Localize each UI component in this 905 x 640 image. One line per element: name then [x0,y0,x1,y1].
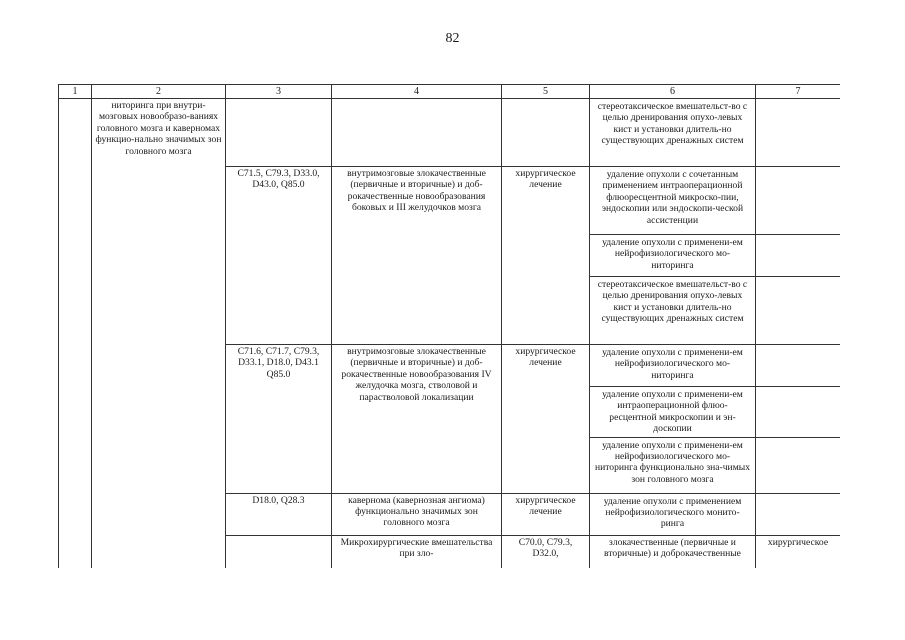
cell-codes: D18.0, Q28.3 [226,493,332,535]
cell-diagnosis [332,99,502,167]
page-number: 82 [445,31,460,46]
cell-method: удаление опухоли с применени-ем нейрофизиологического мо-ниторинга [590,345,756,387]
cell-col7 [756,345,841,387]
cell-col7 [756,437,841,493]
cell-col1 [226,535,332,568]
cell-col7 [756,387,841,438]
col-header-2: 2 [92,85,226,99]
cell-procedure-group: Микрохирургические вмешательства при зло- [332,535,502,568]
cell-method: удаление опухоли с применени-ем нейрофизиологического мо-ниторинга функционально зна-чимых зон головного мозга [590,437,756,493]
cell-method: удаление опухоли с применением нейрофизиологического монито-ринга [590,493,756,535]
col-header-5: 5 [502,85,590,99]
cell-treatment: хирургическое лечение [502,345,590,494]
medical-procedures-table-wrapper [58,84,840,568]
col-header-7: 7 [756,85,841,99]
cell-treatment: хирургическое лечение [502,493,590,535]
cell-treatment [502,99,590,167]
cell-diagnosis: внутримозговые злокачественные (первичные и вторичные) и доб-рокачественные новообразования боковых и III желудочков мозга [332,167,502,345]
cell-diagnosis: кавернома (кавернозная ангиома) функционально значимых зон головного мозга [332,493,502,535]
cell-treatment: хирургическое [756,535,841,568]
col-header-1: 1 [59,85,92,99]
cell-method: стереотаксическое вмешательст-во с целью дренирования опухо-левых кист и установки длитель-но существующих дренажных систем [590,277,756,345]
cell-codes: C71.6, C71.7, C79.3, D33.1, D18.0, D43.1 Q85.0 [226,345,332,494]
cell-procedure-group: ниторинга при внутри-мозговых новообразо-ваниях головного мозга и каверномах функцио-нально значимых зон головного мозга [92,99,226,569]
cell-method: удаление опухоли с применени-ем интраоперационной флюо-ресцентной микроскопии и эн-доскопии [590,387,756,438]
table-row [59,99,841,167]
col-header-3: 3 [226,85,332,99]
col-header-4: 4 [332,85,502,99]
cell-method: удаление опухоли с сочетанным применением интраоперационной флюоресцентной микроско-пии, эндоскопии или эндоскопи-ческой ассистенции [590,167,756,235]
cell-codes: C71.5, C79.3, D33.0, D43.0, Q85.0 [226,167,332,345]
cell-col7 [756,235,841,277]
medical-procedures-table [58,84,840,568]
cell-col1 [59,99,92,569]
cell-codes: C70.0, C79.3, D32.0, [502,535,590,568]
cell-method: удаление опухоли с применени-ем нейрофизиологического мо-ниторинга [590,235,756,277]
cell-diagnosis: злокачественные (первичные и вторичные) и доброкачественные [590,535,756,568]
header-row [59,85,841,99]
cell-treatment: хирургическое лечение [502,167,590,345]
cell-codes [226,99,332,167]
cell-method: стереотаксическое вмешательст-во с целью дренирования опухо-левых кист и установки длитель-но существующих дренажных систем [590,99,756,167]
cell-diagnosis: внутримозговые злокачественные (первичные и вторичные) и доб-рокачественные новообразования IV желудочка мозга, стволовой и парастволовой локализации [332,345,502,494]
cell-col7 [756,99,841,167]
cell-col7 [756,493,841,535]
cell-col7 [756,277,841,345]
col-header-6: 6 [590,85,756,99]
cell-col7 [756,167,841,235]
